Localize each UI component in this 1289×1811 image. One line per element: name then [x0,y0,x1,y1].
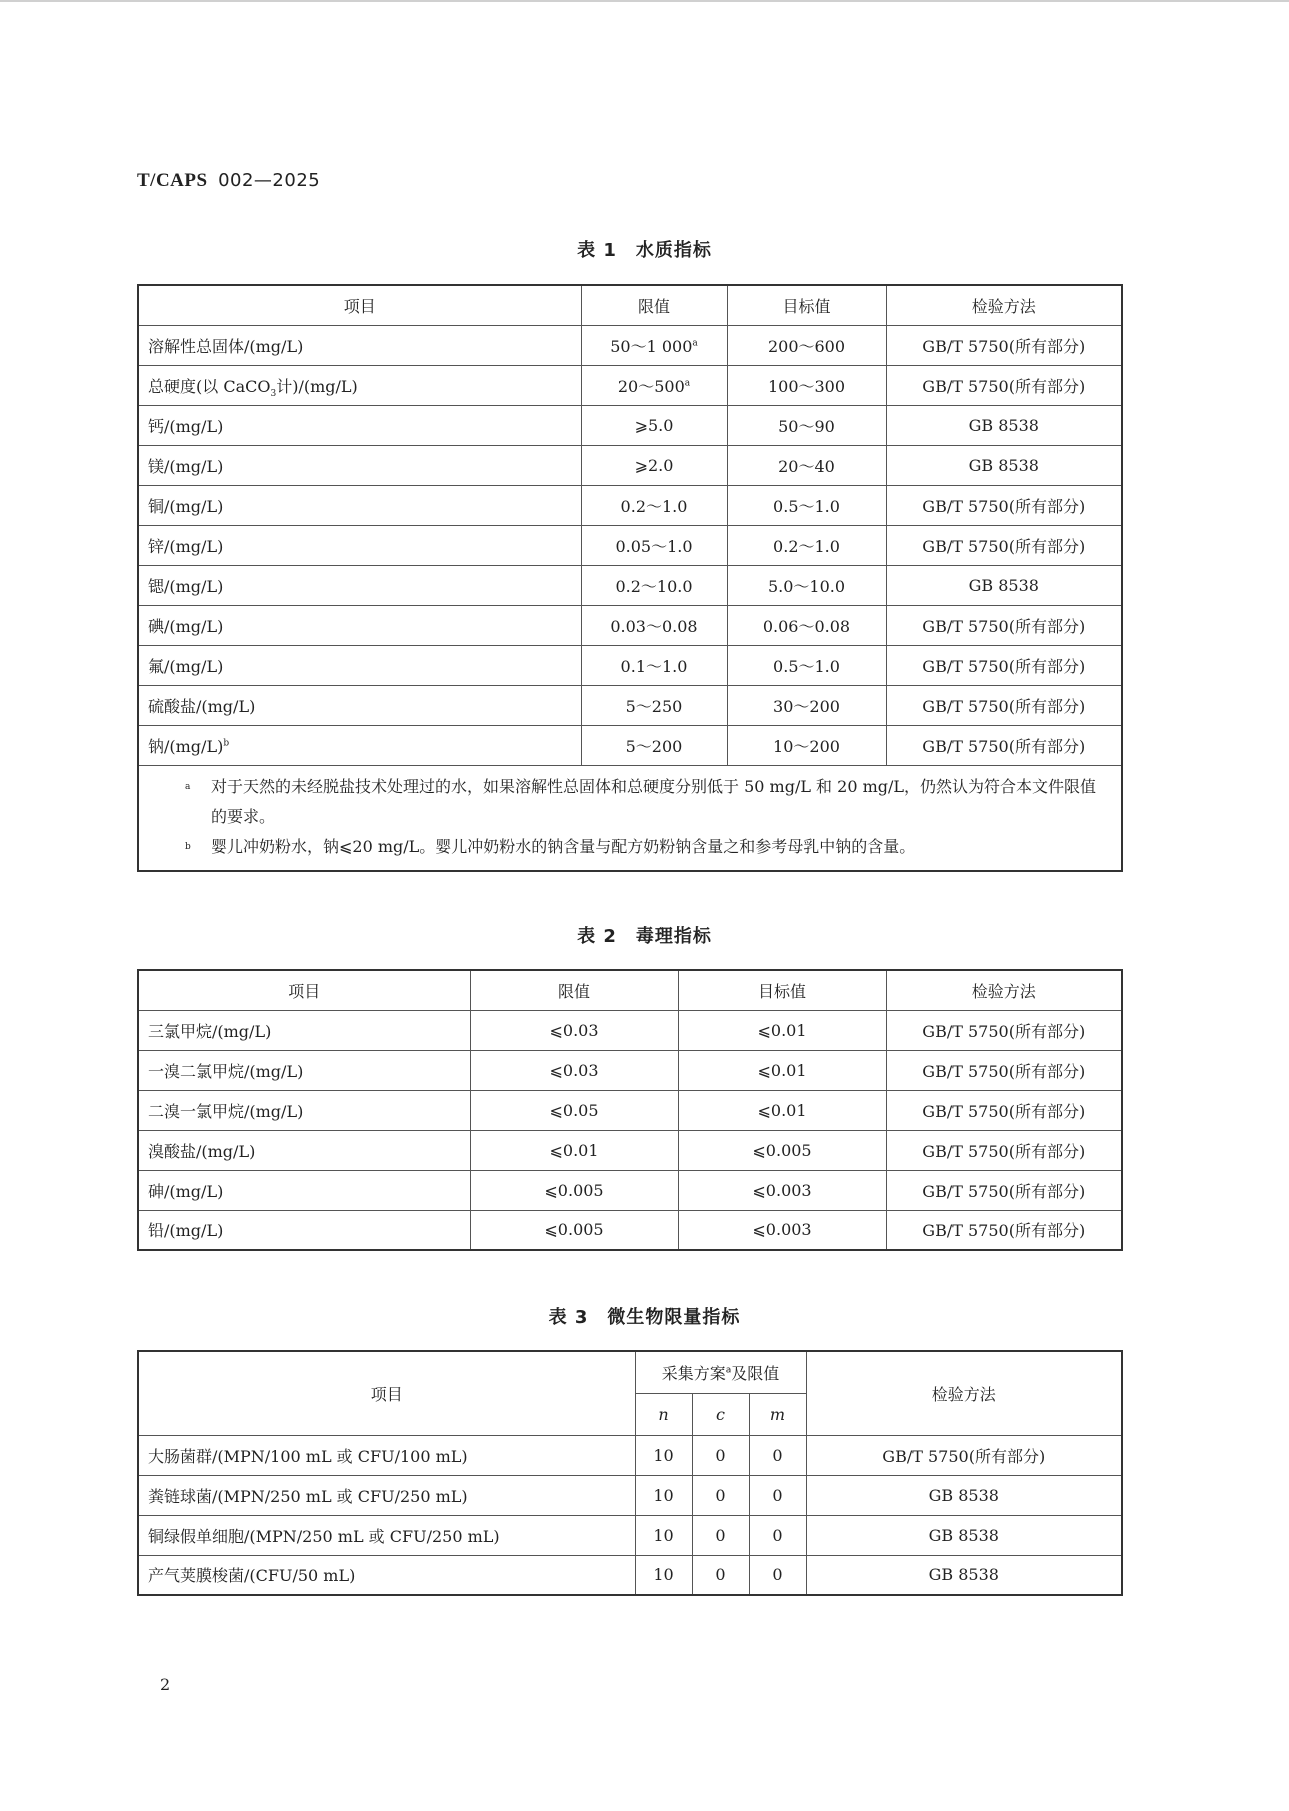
cell-limit: ⩽0.01 [470,1130,678,1170]
item-subscript: 3 [270,388,277,399]
table-row [138,645,1122,685]
col-header-n: n [635,1393,692,1435]
cell-target: ⩽0.003 [678,1170,886,1210]
table-row [138,405,1122,445]
col-header-limit: 限值 [581,285,727,325]
sampling-plan-label-suffix: 及限值 [731,1363,780,1383]
table-row [138,1475,1122,1515]
table2-caption: 表 2 毒理指标 [577,926,712,947]
cell-target: 5.0～10.0 [727,565,886,605]
cell-method: GB/T 5750(所有部分) [886,1170,1122,1210]
table-row [138,1050,1122,1090]
table-row [138,1435,1122,1475]
cell-method: GB/T 5750(所有部分) [886,1130,1122,1170]
cell-item [138,525,581,565]
cell-item: 大肠菌群/(MPN/100 mL 或 CFU/100 mL) [138,1435,635,1475]
cell-item [138,605,581,645]
table-row [138,1170,1122,1210]
cell-method: GB/T 5750(所有部分) [886,1050,1122,1090]
cell-limit [581,565,727,605]
cell-method: GB 8538 [806,1475,1122,1515]
table-row [138,1010,1122,1050]
cell-m: 0 [749,1515,806,1555]
item-text: 总硬度(以 CaCO [148,376,271,396]
col-header-item: 项目 [138,970,470,1010]
table-note [149,832,1111,862]
item-text: 锌/(mg/L) [148,536,224,556]
cell-method: GB/T 5750(所有部分) [886,365,1122,405]
cell-n: 10 [635,1435,692,1475]
cell-method: GB/T 5750(所有部分) [886,485,1122,525]
cell-item [138,405,581,445]
col-header-method: 检验方法 [806,1351,1122,1435]
cell-item: 一溴二氯甲烷/(mg/L) [138,1050,470,1090]
item-text: 镁/(mg/L) [148,456,224,476]
cell-method: GB 8538 [886,565,1122,605]
table-row [138,1555,1122,1595]
table-row [138,325,1122,365]
cell-limit [581,525,727,565]
cell-target: 20～40 [727,445,886,485]
cell-target: 0.5～1.0 [727,645,886,685]
cell-method: GB/T 5750(所有部分) [886,325,1122,365]
cell-target: 0.5～1.0 [727,485,886,525]
item-text-suffix: 计)/(mg/L) [276,376,358,396]
col-header-target: 目标值 [727,285,886,325]
cell-item: 二溴一氯甲烷/(mg/L) [138,1090,470,1130]
cell-target: ⩽0.01 [678,1010,886,1050]
table-row [138,685,1122,725]
cell-n: 10 [635,1555,692,1595]
cell-c: 0 [692,1515,749,1555]
table-row [138,725,1122,765]
cell-method: GB 8538 [886,445,1122,485]
item-text: 锶/(mg/L) [148,576,224,596]
limit-text: 5～250 [625,696,683,716]
note-mark: a [692,338,698,349]
item-text: 溶解性总固体/(mg/L) [148,336,304,356]
cell-item [138,445,581,485]
cell-m: 0 [749,1555,806,1595]
table1-water-quality [137,284,1123,872]
cell-item [138,565,581,605]
cell-item [138,485,581,525]
item-text: 钙/(mg/L) [148,416,224,436]
cell-limit [581,405,727,445]
cell-limit: ⩽0.05 [470,1090,678,1130]
cell-m: 0 [749,1475,806,1515]
cell-item: 铅/(mg/L) [138,1210,470,1250]
cell-target: ⩽0.005 [678,1130,886,1170]
table1-notes-row [138,765,1122,871]
item-text: 铜/(mg/L) [148,496,224,516]
cell-limit: ⩽0.03 [470,1050,678,1090]
cell-target: ⩽0.01 [678,1090,886,1130]
note-text: 对于天然的未经脱盐技术处理过的水，如果溶解性总固体和总硬度分别低于 50 mg/L 和 20 mg/L，仍然认为符合本文件限值的要求。 [211,776,1097,826]
note-mark: b [185,841,191,852]
cell-limit: ⩽0.005 [470,1210,678,1250]
cell-c: 0 [692,1475,749,1515]
cell-limit [581,605,727,645]
cell-target: 50～90 [727,405,886,445]
cell-limit [581,725,727,765]
cell-c: 0 [692,1435,749,1475]
table-row [138,1515,1122,1555]
cell-m: 0 [749,1435,806,1475]
table2-toxicology [137,969,1123,1251]
cell-item: 砷/(mg/L) [138,1170,470,1210]
cell-n: 10 [635,1515,692,1555]
cell-target: ⩽0.01 [678,1050,886,1090]
cell-target: 0.06～0.08 [727,605,886,645]
document-header [137,170,320,192]
table-row [138,605,1122,645]
item-text: 硫酸盐/(mg/L) [148,696,256,716]
table-row [138,365,1122,405]
cell-method: GB 8538 [806,1515,1122,1555]
table-row [138,485,1122,525]
col-header-m: m [749,1393,806,1435]
standard-number: 002—2025 [218,170,321,191]
page-number: 2 [160,1675,171,1694]
cell-limit [581,485,727,525]
cell-item: 粪链球菌/(MPN/250 mL 或 CFU/250 mL) [138,1475,635,1515]
note-mark: a [725,1365,732,1376]
cell-method: GB/T 5750(所有部分) [886,525,1122,565]
note-mark: a [185,781,191,792]
cell-target: 10～200 [727,725,886,765]
limit-text: 0.03～0.08 [610,616,698,636]
limit-text: ⩾5.0 [634,415,674,435]
table1-caption: 表 1 水质指标 [577,240,712,261]
limit-text: 50～1 000 [610,336,693,356]
col-header-target: 目标值 [678,970,886,1010]
table3-header-row [138,1351,1122,1393]
limit-text: 5～200 [625,736,683,756]
table-row [138,1130,1122,1170]
table-row [138,525,1122,565]
item-text: 氟/(mg/L) [148,656,224,676]
col-header-limit: 限值 [470,970,678,1010]
cell-item: 溴酸盐/(mg/L) [138,1130,470,1170]
cell-target: 100～300 [727,365,886,405]
note-mark: b [223,738,230,749]
table3-microbial [137,1350,1123,1596]
cell-method: GB/T 5750(所有部分) [886,1210,1122,1250]
cell-method: GB/T 5750(所有部分) [886,685,1122,725]
cell-limit [581,365,727,405]
cell-item: 三氯甲烷/(mg/L) [138,1010,470,1050]
cell-method: GB 8538 [806,1555,1122,1595]
limit-text: ⩾2.0 [634,455,674,475]
limit-text: 20～500 [617,376,685,396]
sampling-plan-label: 采集方案 [661,1363,726,1383]
cell-item [138,725,581,765]
cell-limit [581,325,727,365]
cell-target: 30～200 [727,685,886,725]
cell-limit [581,445,727,485]
table1-header-row [138,285,1122,325]
item-text: 钠/(mg/L) [148,736,224,756]
table3-caption: 表 3 微生物限量指标 [548,1307,741,1328]
col-header-item: 项目 [138,1351,635,1435]
cell-target: ⩽0.003 [678,1210,886,1250]
cell-method: GB/T 5750(所有部分) [886,1010,1122,1050]
col-header-method: 检验方法 [886,970,1122,1010]
col-header-method: 检验方法 [886,285,1122,325]
note-mark: a [684,378,691,389]
cell-limit: ⩽0.03 [470,1010,678,1050]
table-row [138,1090,1122,1130]
standard-code: T/CAPS [137,170,208,191]
cell-item [138,325,581,365]
table-row [138,445,1122,485]
note-text: 婴儿冲奶粉水，钠⩽20 mg/L。婴儿冲奶粉水的钠含量与配方奶粉钠含量之和参考母乳中钠的含量。 [211,836,916,856]
cell-item [138,685,581,725]
limit-text: 0.2～1.0 [620,496,688,516]
cell-limit: ⩽0.005 [470,1170,678,1210]
cell-method: GB/T 5750(所有部分) [886,605,1122,645]
col-header-c: c [692,1393,749,1435]
cell-method: GB/T 5750(所有部分) [806,1435,1122,1475]
cell-target: 0.2～1.0 [727,525,886,565]
limit-text: 0.2～10.0 [615,576,693,596]
cell-limit [581,685,727,725]
col-header-item: 项目 [138,285,581,325]
table2-header-row [138,970,1122,1010]
cell-method: GB 8538 [886,405,1122,445]
cell-method: GB/T 5750(所有部分) [886,645,1122,685]
table-row [138,1210,1122,1250]
cell-item [138,365,581,405]
cell-c: 0 [692,1555,749,1595]
table-note [149,772,1111,832]
table1-notes [138,765,1122,871]
cell-method: GB/T 5750(所有部分) [886,1090,1122,1130]
cell-item: 产气荚膜梭菌/(CFU/50 mL) [138,1555,635,1595]
item-text: 碘/(mg/L) [148,616,224,636]
cell-target: 200～600 [727,325,886,365]
cell-n: 10 [635,1475,692,1515]
limit-text: 0.05～1.0 [615,536,693,556]
col-header-sampling-plan [635,1351,806,1393]
cell-item [138,645,581,685]
cell-method: GB/T 5750(所有部分) [886,725,1122,765]
cell-item: 铜绿假单细胞/(MPN/250 mL 或 CFU/250 mL) [138,1515,635,1555]
table-row [138,565,1122,605]
limit-text: 0.1～1.0 [620,656,688,676]
cell-limit [581,645,727,685]
